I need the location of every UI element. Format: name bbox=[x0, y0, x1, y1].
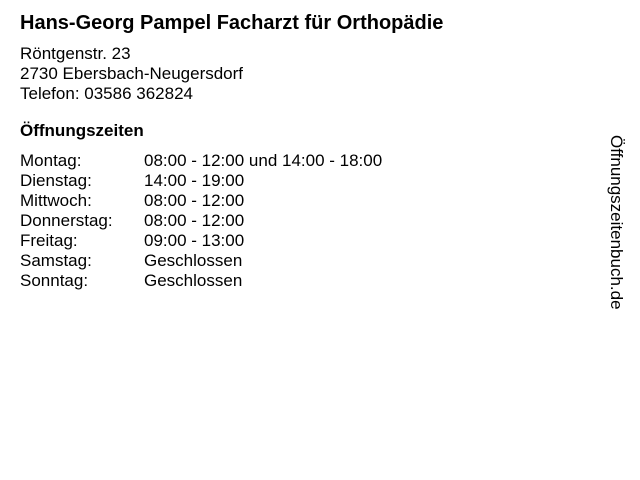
day-label: Montag: bbox=[20, 151, 82, 170]
hours-row-friday bbox=[20, 231, 600, 251]
address-block bbox=[20, 44, 600, 104]
day-label: Sonntag: bbox=[20, 271, 89, 290]
time-value: 08:00 - 12:00 und 14:00 - 18:00 bbox=[144, 151, 383, 170]
hours-row-tuesday bbox=[20, 171, 600, 191]
day-label: Mittwoch: bbox=[20, 191, 92, 210]
day-label: Dienstag: bbox=[20, 171, 92, 190]
hours-row-sunday bbox=[20, 271, 600, 291]
hours-row-thursday bbox=[20, 211, 600, 231]
opening-hours-heading: Öffnungszeiten bbox=[20, 121, 144, 140]
listing-card bbox=[20, 10, 600, 291]
city-address: 2730 Ebersbach-Neugersdorf bbox=[20, 64, 244, 83]
day-label: Donnerstag: bbox=[20, 211, 113, 230]
site-watermark: Öffnungszeitenbuch.de bbox=[607, 135, 626, 310]
street-address: Röntgenstr. 23 bbox=[20, 44, 131, 63]
time-value: 08:00 - 12:00 bbox=[144, 211, 245, 230]
time-value: 09:00 - 13:00 bbox=[144, 231, 245, 250]
time-value: 08:00 - 12:00 bbox=[144, 191, 245, 210]
business-name: Hans-Georg Pampel Facharzt für Orthopädie bbox=[20, 12, 444, 34]
hours-row-monday bbox=[20, 151, 600, 171]
day-label: Samstag: bbox=[20, 251, 92, 270]
opening-hours-table bbox=[20, 151, 600, 291]
hours-row-saturday bbox=[20, 251, 600, 271]
time-value: Geschlossen bbox=[144, 271, 243, 290]
phone-number: Telefon: 03586 362824 bbox=[20, 84, 193, 103]
hours-row-wednesday bbox=[20, 191, 600, 211]
time-value: 14:00 - 19:00 bbox=[144, 171, 245, 190]
time-value: Geschlossen bbox=[144, 251, 243, 270]
day-label: Freitag: bbox=[20, 231, 78, 250]
